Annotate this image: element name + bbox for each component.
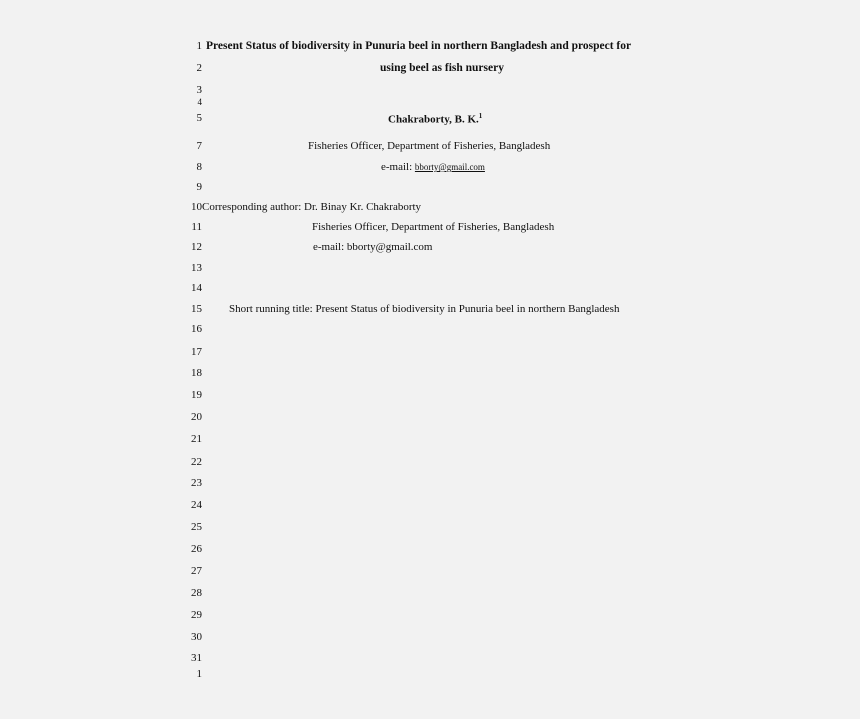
line-number: 27 (191, 565, 202, 577)
line-number: 1 (196, 40, 202, 52)
line-number: 30 (191, 631, 202, 643)
corresponding-author: Corresponding author: Dr. Binay Kr. Chakraborty (202, 201, 422, 213)
line-number: 11 (191, 221, 202, 233)
line-number: 25 (191, 521, 202, 533)
paper-title-line2: using beel as fish nursery (380, 62, 504, 74)
corresponding-email: e-mail: bborty@gmail.com (313, 241, 433, 253)
line-number: 16 (191, 323, 202, 335)
corresponding-affiliation: Fisheries Officer, Department of Fisheries, Bangladesh (312, 221, 555, 233)
line-number: 26 (191, 543, 202, 555)
author-affiliation: Fisheries Officer, Department of Fisheries, Bangladesh (308, 140, 551, 152)
footnote-number: 1 (196, 668, 202, 680)
email-link[interactable]: bborty@gmail.com (414, 162, 485, 172)
line-number: 5 (196, 112, 202, 124)
author-email: e-mail: bborty@gmail.com (381, 161, 485, 173)
line-number: 20 (191, 411, 202, 423)
line-number: 29 (191, 609, 202, 621)
line-number: 8 (196, 161, 202, 173)
line-number: 15 (191, 303, 202, 315)
author-name: Chakraborty, B. K.$^1$ (388, 112, 483, 126)
paper-title-line1: Present Status of biodiversity in Punuria beel in northern Bangladesh and prospect for (206, 40, 632, 52)
line-number: 23 (191, 477, 202, 489)
line-number: 13 (191, 262, 202, 274)
line-number: 17 (191, 346, 202, 358)
line-number: 21 (191, 433, 202, 445)
author-superscript: 1 (478, 112, 483, 120)
line-number: 19 (191, 389, 202, 401)
short-running-title: Short running title: Present Status of biodiversity in Punuria beel in northern Bangladesh (229, 303, 620, 315)
line-number: 24 (191, 499, 202, 511)
line-number: 22 (191, 456, 202, 468)
line-number: 18 (191, 367, 202, 379)
line-number: 28 (191, 587, 202, 599)
line-number: 14 (191, 282, 202, 294)
line-number: 10 (191, 201, 202, 213)
line-number: 12 (191, 241, 202, 253)
line-number: 7 (196, 140, 202, 152)
line-number: 3 (196, 84, 202, 96)
line-number: 4 (197, 97, 202, 107)
line-number: 9 (196, 181, 202, 193)
line-number: 31 (191, 652, 202, 664)
line-number: 2 (196, 62, 202, 74)
